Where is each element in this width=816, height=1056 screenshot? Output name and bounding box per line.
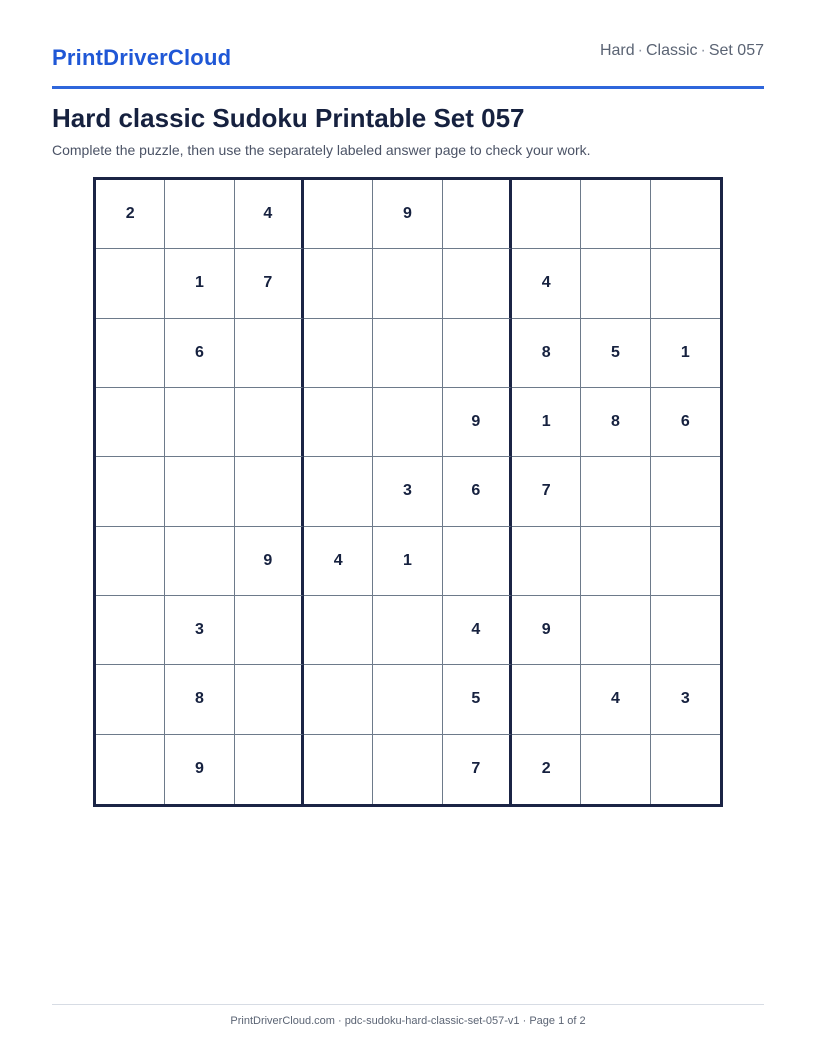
page-title: Hard classic Sudoku Printable Set 057 [52, 103, 525, 133]
sudoku-cell[interactable] [96, 319, 165, 388]
sudoku-cell[interactable] [651, 180, 720, 249]
sudoku-cell[interactable] [235, 319, 304, 388]
sudoku-cell[interactable] [443, 180, 512, 249]
sudoku-cell[interactable] [165, 457, 234, 526]
sudoku-cell[interactable] [96, 665, 165, 734]
sudoku-cell[interactable]: 6 [165, 319, 234, 388]
sudoku-cell[interactable] [373, 735, 442, 804]
sudoku-cell[interactable] [443, 249, 512, 318]
sudoku-cell[interactable] [581, 249, 650, 318]
sudoku-cell[interactable]: 4 [304, 527, 373, 596]
sudoku-cell[interactable] [581, 457, 650, 526]
sudoku-cell[interactable] [443, 319, 512, 388]
sudoku-cell[interactable] [304, 665, 373, 734]
sudoku-cell[interactable] [96, 388, 165, 457]
sudoku-cell[interactable]: 3 [651, 665, 720, 734]
breadcrumb-separator: · [637, 42, 643, 59]
sudoku-cell[interactable]: 1 [512, 388, 581, 457]
sudoku-cell[interactable] [651, 457, 720, 526]
sudoku-cell[interactable]: 3 [165, 596, 234, 665]
sudoku-cell[interactable] [373, 249, 442, 318]
sudoku-cell[interactable]: 1 [165, 249, 234, 318]
breadcrumb [600, 42, 764, 60]
sudoku-cell[interactable]: 7 [235, 249, 304, 318]
breadcrumb-difficulty: Hard [599, 42, 635, 59]
sudoku-cell[interactable] [651, 735, 720, 804]
sudoku-cell[interactable]: 2 [512, 735, 581, 804]
sudoku-cell[interactable]: 9 [235, 527, 304, 596]
sudoku-cell[interactable] [651, 527, 720, 596]
sudoku-cell[interactable] [373, 665, 442, 734]
sudoku-cell[interactable]: 1 [651, 319, 720, 388]
sudoku-cell[interactable] [581, 527, 650, 596]
sudoku-cell[interactable] [512, 665, 581, 734]
sudoku-cell[interactable] [304, 180, 373, 249]
sudoku-cell[interactable] [96, 596, 165, 665]
sudoku-cell[interactable] [96, 457, 165, 526]
sudoku-cell[interactable]: 8 [165, 665, 234, 734]
sudoku-cell[interactable] [512, 527, 581, 596]
sudoku-cell[interactable]: 8 [512, 319, 581, 388]
sudoku-cell[interactable] [165, 180, 234, 249]
brand-logo[interactable]: PrintDriverCloud [52, 45, 232, 70]
sudoku-cell[interactable]: 3 [373, 457, 442, 526]
breadcrumb-set: Set 057 [708, 42, 764, 59]
sudoku-cell[interactable] [304, 388, 373, 457]
sudoku-cell[interactable] [96, 527, 165, 596]
sudoku-cell[interactable]: 4 [581, 665, 650, 734]
sudoku-cell[interactable]: 6 [443, 457, 512, 526]
sudoku-cell[interactable] [651, 249, 720, 318]
sudoku-cell[interactable] [165, 527, 234, 596]
sudoku-cell[interactable] [373, 388, 442, 457]
sudoku-cell[interactable]: 5 [581, 319, 650, 388]
page-subtitle: Complete the puzzle, then use the separately labeled answer page to check your work. [52, 142, 591, 158]
sudoku-cell[interactable]: 9 [373, 180, 442, 249]
sudoku-cell[interactable]: 5 [443, 665, 512, 734]
sudoku-cell[interactable]: 6 [651, 388, 720, 457]
sudoku-cell[interactable]: 4 [443, 596, 512, 665]
sudoku-cell[interactable] [304, 596, 373, 665]
sudoku-cell[interactable]: 9 [165, 735, 234, 804]
sudoku-cell[interactable]: 7 [512, 457, 581, 526]
sudoku-cell[interactable] [581, 596, 650, 665]
sudoku-cell[interactable] [235, 665, 304, 734]
sudoku-cell[interactable] [235, 388, 304, 457]
sudoku-cell[interactable] [304, 457, 373, 526]
sudoku-cell[interactable]: 2 [96, 180, 165, 249]
sudoku-cell[interactable]: 9 [512, 596, 581, 665]
sudoku-cell[interactable]: 9 [443, 388, 512, 457]
sudoku-cell[interactable] [96, 249, 165, 318]
sudoku-cell[interactable] [512, 180, 581, 249]
sudoku-cell[interactable] [373, 596, 442, 665]
sudoku-cell[interactable] [304, 249, 373, 318]
sudoku-cell[interactable] [96, 735, 165, 804]
sudoku-cell[interactable]: 1 [373, 527, 442, 596]
sudoku-cell[interactable]: 8 [581, 388, 650, 457]
sudoku-cell[interactable]: 7 [443, 735, 512, 804]
sudoku-cell[interactable] [651, 596, 720, 665]
breadcrumb-separator: · [700, 42, 706, 59]
sudoku-cell[interactable] [235, 457, 304, 526]
sudoku-cell[interactable] [165, 388, 234, 457]
sudoku-cell[interactable] [443, 527, 512, 596]
sudoku-cell[interactable]: 4 [512, 249, 581, 318]
sudoku-cell[interactable] [581, 735, 650, 804]
sudoku-cell[interactable] [235, 735, 304, 804]
sudoku-cell[interactable] [581, 180, 650, 249]
sudoku-grid [93, 177, 723, 807]
page-footer: PrintDriverCloud.com · pdc-sudoku-hard-classic-set-057-v1 · Page 1 of 2 [52, 1004, 764, 1027]
sudoku-cell[interactable] [373, 319, 442, 388]
sudoku-cell[interactable] [235, 596, 304, 665]
breadcrumb-style: Classic [645, 42, 698, 59]
sudoku-cell[interactable]: 4 [235, 180, 304, 249]
sudoku-cell[interactable] [304, 319, 373, 388]
sudoku-cell[interactable] [304, 735, 373, 804]
page-header [52, 40, 764, 89]
